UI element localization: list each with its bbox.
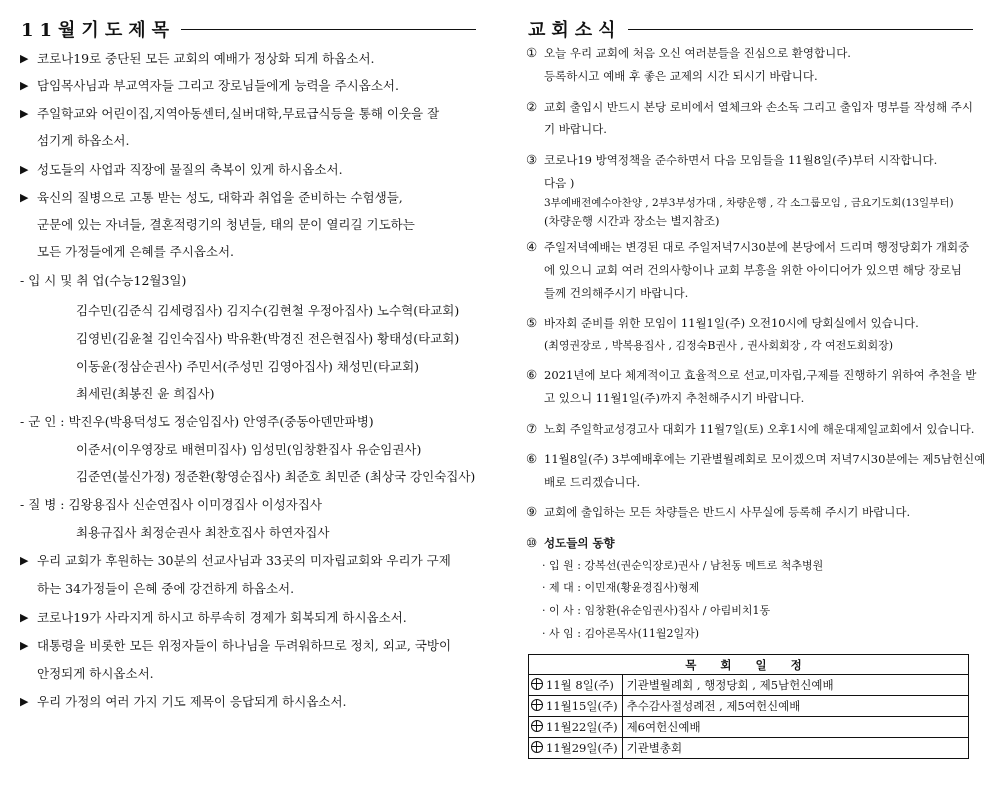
prayer-item: 코로나19로 중단된 모든 교회의 예배가 정상화 되게 하옵소서. (37, 51, 375, 66)
schedule-date (529, 675, 623, 696)
prayer-item: 우리 가정의 여러 가지 기도 제목이 응답되게 하시옵소서. (37, 694, 347, 709)
bullet-icon: ▶ (20, 79, 29, 92)
schedule-event: 기관별월례회 , 행정당회 , 제5남헌신예배 (622, 675, 968, 696)
bullet-icon: ▶ (20, 554, 29, 567)
news-item-line: 들께 건의해주시기 바랍니다. (544, 286, 689, 300)
news-item-number: ⑨ (526, 504, 538, 519)
news-item-number: ⑤ (526, 315, 538, 330)
news-item-number: ③ (526, 152, 538, 167)
news-title: 교회소식 (528, 20, 622, 41)
bullet-icon: ▶ (20, 107, 29, 120)
prayer-item-continued: 모든 가정들에게 은혜를 주시옵소서. (37, 244, 235, 259)
cross-icon (531, 720, 543, 732)
prayer-item: 우리 교회가 후원하는 30분의 선교사님과 33곳의 미자립교회와 우리가 구제 (37, 553, 451, 568)
news-item-number: ⑦ (526, 421, 538, 436)
prayer-item: 대통령을 비롯한 모든 위정자들이 하나님을 두려워하므로 정치, 외교, 국방이 (37, 638, 452, 653)
news-item-line: 2021년에 보다 체계적이고 효율적으로 선교,미자립,구제를 진행하기 위하여 추천을 받 (544, 368, 977, 382)
news-item-line: 기 바랍니다. (544, 122, 607, 136)
news-item-line: 오늘 우리 교회에 처음 오신 여러분들을 진심으로 환영합니다. (544, 46, 851, 60)
prayer-item: 코로나19가 사라지게 하시고 하루속히 경제가 회복되게 하시옵소서. (37, 610, 407, 625)
news-item-line: 에 있으니 교회 여러 건의사항이나 교회 부흥을 위한 아이디어가 있으면 해당 장로님 (544, 263, 962, 277)
news-item-number: ② (526, 99, 538, 114)
bullet-icon: ▶ (20, 191, 29, 204)
family-news-line: · 이 사 : 임창환(유순임권사)집사 / 아림비치1동 (542, 604, 771, 617)
table-row (529, 717, 969, 738)
news-item-line: 11월8일(주) 3부예배후에는 기관별월례회로 모이겠으며 저녁7시30분에는 제5남헌신예 (544, 452, 986, 466)
news-item-line: 교회에 출입하는 모든 차량들은 반드시 사무실에 등록해 주시기 바랍니다. (544, 505, 911, 519)
schedule-event: 제6여헌신예배 (622, 717, 968, 738)
family-news-line: · 사 임 : 김아론목사(11월2일자) (542, 627, 700, 640)
news-item-number: ⑩ (526, 535, 538, 550)
family-news-line: · 입 원 : 강복선(권순익장로)권사 / 남천동 메트로 척추병원 (542, 559, 824, 572)
schedule-date-text: 11월15일(주) (546, 699, 618, 713)
schedule-date-text: 11월22일(주) (546, 720, 618, 734)
bullet-icon: ▶ (20, 163, 29, 176)
news-item-line: 배로 드리겠습니다. (544, 475, 641, 489)
illness-label: - 질 병 : 김왕용집사 신순연집사 이미경집사 이성자집사 (20, 497, 322, 512)
military-line: 김준연(불신가정) 정준환(황영순집사) 최준호 최민준 (최상국 강인숙집사) (76, 469, 476, 484)
military-label: - 군 인 : 박진우(박용덕성도 정순임집사) 안영주(중동아덴만파병) (20, 414, 374, 429)
schedule-table (528, 654, 969, 759)
bullet-icon: ▶ (20, 52, 29, 65)
news-item-line: 주일저녁예배는 변경된 대로 주일저녁7시30분에 본당에서 드리며 행정당회가 개회중 (544, 240, 970, 254)
prayer-item-continued: 안정되게 하시옵소서. (37, 666, 154, 681)
schedule-header-row (529, 655, 969, 675)
illness-line: 최용규집사 최정순권사 최찬호집사 하연자집사 (76, 525, 330, 540)
family-news-title: 성도들의 동향 (544, 536, 615, 550)
news-heading (528, 16, 973, 42)
prayer-item: 육신의 질병으로 고통 받는 성도, 대학과 취업을 준비하는 수험생들, (37, 190, 403, 205)
news-item-line: 고 있으니 11월1일(주)까지 추천해주시기 바랍니다. (544, 391, 805, 405)
news-item-line: 노회 주일학교성경고사 대회가 11월7일(토) 오후1시에 해운대제일교회에서 있습니다. (544, 422, 975, 436)
schedule-date (529, 738, 623, 759)
news-item-number: ⑥ (526, 451, 538, 466)
cross-icon (531, 699, 543, 711)
heading-rule (181, 29, 476, 30)
prayer-title: 11월기도제목 (21, 20, 175, 41)
schedule-date-text: 11월 8일(주) (546, 678, 614, 692)
prayer-item: 담임목사님과 부교역자들 그리고 장로님들에게 능력을 주시옵소서. (37, 78, 399, 93)
news-item-line: 코로나19 방역정책을 준수하면서 다음 모임들을 11월8일(주)부터 시작합니다. (544, 153, 938, 167)
news-item-line: 교회 출입시 반드시 본당 로비에서 열체크와 손소독 그리고 출입자 명부를 작성해 주시 (544, 100, 974, 114)
bullet-icon: ▶ (20, 639, 29, 652)
news-item-number: ⑥ (526, 367, 538, 382)
exam-label: - 입 시 및 취 업(수능12월3일) (20, 273, 187, 288)
schedule-date-text: 11월29일(주) (546, 741, 618, 755)
schedule-date (529, 717, 623, 738)
news-item-line: 3부예배전예수아찬양 , 2부3부성가대 , 차량운행 , 각 소그룹모임 , 금요기도회(13일부터) (544, 197, 954, 209)
table-row (529, 675, 969, 696)
schedule-date (529, 696, 623, 717)
bullet-icon: ▶ (20, 695, 29, 708)
news-item-line: 등록하시고 예배 후 좋은 교제의 시간 되시기 바랍니다. (544, 69, 818, 83)
military-line: 이준서(이우영장로 배현미집사) 임성민(임창환집사 유순임권사) (76, 442, 422, 457)
family-news-line: · 제 대 : 이민재(황윤경집사)형제 (542, 581, 700, 594)
news-item-number: ① (526, 45, 538, 60)
news-item-line: 바자회 준비를 위한 모임이 11월1일(주) 오전10시에 당회실에서 있습니다. (544, 316, 919, 330)
schedule-event: 기관별총회 (622, 738, 968, 759)
schedule-header: 목 회 일 정 (529, 655, 969, 675)
cross-icon (531, 741, 543, 753)
exam-line: 이동윤(정삼순권사) 주민서(주성민 김영아집사) 채성민(타교회) (76, 359, 420, 374)
cross-icon (531, 678, 543, 690)
schedule-event: 추수감사절성례전 , 제5여헌신예배 (622, 696, 968, 717)
prayer-item: 성도들의 사업과 직장에 물질의 축복이 있게 하시옵소서. (37, 162, 343, 177)
table-row (529, 738, 969, 759)
news-item-line: (차량운행 시간과 장소는 별지참조) (544, 214, 720, 228)
news-item-line: (최영권장로 , 박복용집사 , 김정숙B권사 , 권사회회장 , 각 여전도회회장) (544, 339, 894, 352)
exam-line: 김영빈(김윤철 김인숙집사) 박유환(박경진 전은현집사) 황태성(타교회) (76, 331, 460, 346)
bullet-icon: ▶ (20, 611, 29, 624)
prayer-item-continued: 섬기게 하옵소서. (37, 133, 130, 148)
heading-rule (628, 29, 973, 30)
news-item-line: 다음 ) (544, 176, 575, 190)
exam-line: 최세린(최봉진 윤 희집사) (76, 386, 215, 401)
prayer-item: 주일학교와 어린이집,지역아동센터,실버대학,무료급식등을 통해 이웃을 잘 (37, 106, 440, 121)
news-item-number: ④ (526, 239, 538, 254)
prayer-item-continued: 군문에 있는 자녀들, 결혼적령기의 청년들, 태의 문이 열리길 기도하는 (37, 217, 415, 232)
exam-line: 김수민(김준식 김세령집사) 김지수(김현철 우정아집사) 노수혁(타교회) (76, 303, 460, 318)
table-row (529, 696, 969, 717)
prayer-item-continued: 하는 34가정들이 은혜 중에 강건하게 하옵소서. (37, 581, 295, 596)
prayer-heading (21, 16, 476, 42)
